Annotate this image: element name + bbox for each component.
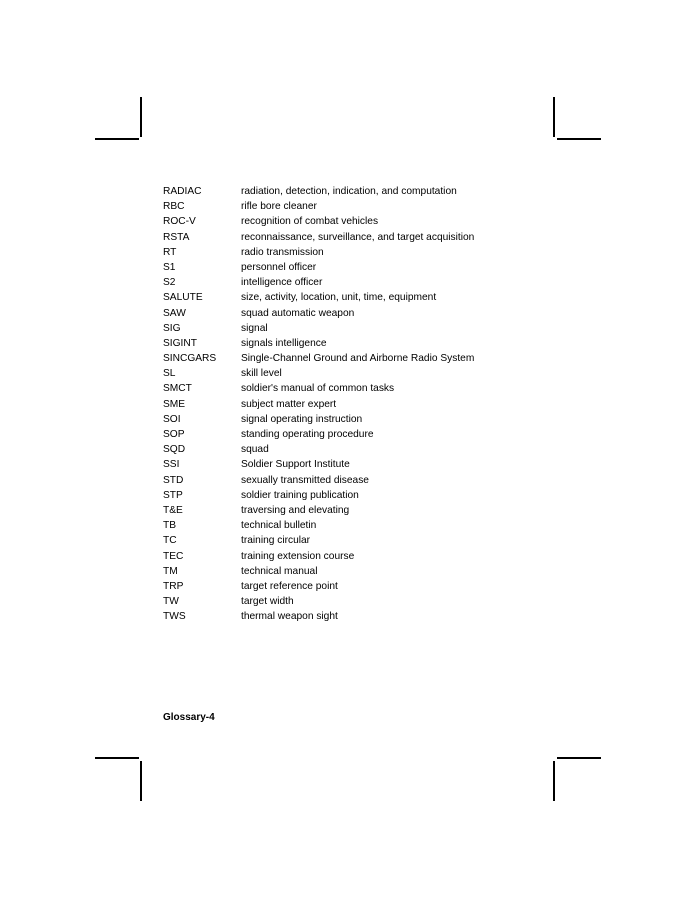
glossary-definition: rifle bore cleaner [241, 201, 317, 213]
glossary-term: S1 [163, 261, 176, 273]
glossary-entry [163, 596, 493, 608]
glossary-term: S2 [163, 277, 176, 289]
glossary-entry [163, 308, 493, 320]
glossary-entry [163, 520, 493, 532]
glossary-term: T&E [163, 504, 183, 516]
glossary-definition: radio transmission [241, 246, 324, 258]
glossary-definition: intelligence officer [241, 277, 323, 289]
glossary-definition: signal operating instruction [241, 413, 363, 425]
glossary-term: SME [163, 398, 186, 410]
glossary-term: TM [163, 565, 178, 577]
glossary-definition: Soldier Support Institute [241, 459, 350, 471]
crop-mark-top-left-vertical [140, 97, 142, 137]
glossary-entry [163, 414, 493, 426]
crop-mark-bottom-left-horizontal [95, 757, 139, 759]
glossary-entry [163, 186, 493, 198]
glossary-term: TB [163, 520, 177, 532]
glossary-term: SMCT [163, 383, 192, 395]
glossary-entry [163, 216, 493, 228]
glossary-entry [163, 566, 493, 578]
glossary-term: TEC [163, 550, 184, 562]
glossary-entry [163, 383, 493, 395]
glossary-term: SALUTE [163, 292, 203, 304]
crop-mark-top-right-horizontal [557, 138, 601, 140]
glossary-term: STD [163, 474, 184, 486]
glossary-term: RT [163, 246, 177, 258]
glossary-definition: training extension course [241, 550, 355, 562]
glossary-term: RSTA [163, 231, 190, 243]
glossary-definition: sexually transmitted disease [241, 474, 369, 486]
glossary-term: SAW [163, 307, 186, 319]
crop-mark-bottom-right-horizontal [557, 757, 601, 759]
glossary-term: SIGINT [163, 337, 197, 349]
glossary-entry [163, 247, 493, 259]
glossary-term: SOP [163, 429, 185, 440]
glossary-entry [163, 459, 493, 471]
glossary-definition: size, activity, location, unit, time, equipment [241, 292, 437, 304]
glossary-entry [163, 262, 493, 274]
glossary-term: TW [163, 596, 179, 608]
glossary-entry [163, 232, 493, 244]
glossary-term: ROC-V [163, 216, 196, 228]
glossary-term: SINCGARS [163, 353, 217, 365]
glossary-entry [163, 505, 493, 517]
glossary-entry [163, 535, 493, 547]
glossary-entry [163, 490, 493, 502]
glossary-definition: target width [241, 596, 294, 608]
glossary-term: SOI [163, 413, 181, 425]
glossary-term: RBC [163, 201, 185, 213]
glossary-term: SSI [163, 459, 180, 471]
glossary-term: STP [163, 489, 183, 501]
page-footer-label: Glossary-4 [163, 712, 215, 723]
glossary-entry [163, 368, 493, 380]
glossary-entry [163, 353, 493, 365]
glossary-definition: reconnaissance, surveillance, and target acquisition [241, 231, 475, 243]
glossary-entry [163, 338, 493, 350]
glossary-definition: soldier's manual of common tasks [241, 383, 395, 395]
glossary-entry [163, 429, 493, 441]
glossary-definition: training circular [241, 535, 311, 547]
glossary-term: SIG [163, 322, 181, 334]
glossary-entry [163, 292, 493, 304]
glossary-term: SL [163, 368, 176, 380]
glossary-definition: squad [241, 444, 269, 456]
glossary-definition: traversing and elevating [241, 504, 350, 516]
glossary-definition: thermal weapon sight [241, 611, 338, 623]
glossary-definition: signals intelligence [241, 337, 327, 349]
glossary-definition: personnel officer [241, 261, 317, 273]
glossary-definition: recognition of combat vehicles [241, 216, 379, 228]
glossary-definition: technical bulletin [241, 520, 317, 532]
glossary-entry [163, 551, 493, 563]
crop-mark-top-right-vertical [553, 97, 555, 137]
glossary-term: TC [163, 535, 177, 547]
crop-mark-top-left-horizontal [95, 138, 139, 140]
glossary-definition: target reference point [241, 580, 338, 592]
glossary-definition: soldier training publication [241, 489, 359, 501]
glossary-list [163, 186, 493, 626]
glossary-term: SQD [163, 444, 186, 456]
glossary-definition: technical manual [241, 565, 318, 577]
glossary-entry [163, 201, 493, 213]
glossary-term: TWS [163, 611, 186, 623]
crop-mark-bottom-right-vertical [553, 761, 555, 801]
glossary-definition: standing operating procedure [241, 429, 374, 440]
glossary-term: RADIAC [163, 186, 202, 197]
glossary-definition: signal [241, 322, 268, 334]
glossary-entry [163, 444, 493, 456]
glossary-entry [163, 323, 493, 335]
crop-mark-bottom-left-vertical [140, 761, 142, 801]
glossary-definition: skill level [241, 368, 282, 380]
glossary-definition: squad automatic weapon [241, 307, 355, 319]
glossary-entry [163, 475, 493, 487]
glossary-entry [163, 277, 493, 289]
glossary-definition: subject matter expert [241, 398, 337, 410]
glossary-definition: Single-Channel Ground and Airborne Radio System [241, 353, 475, 365]
glossary-definition: radiation, detection, indication, and computation [241, 186, 457, 197]
glossary-term: TRP [163, 580, 184, 592]
glossary-entry [163, 611, 493, 623]
glossary-entry [163, 581, 493, 593]
glossary-entry [163, 399, 493, 411]
